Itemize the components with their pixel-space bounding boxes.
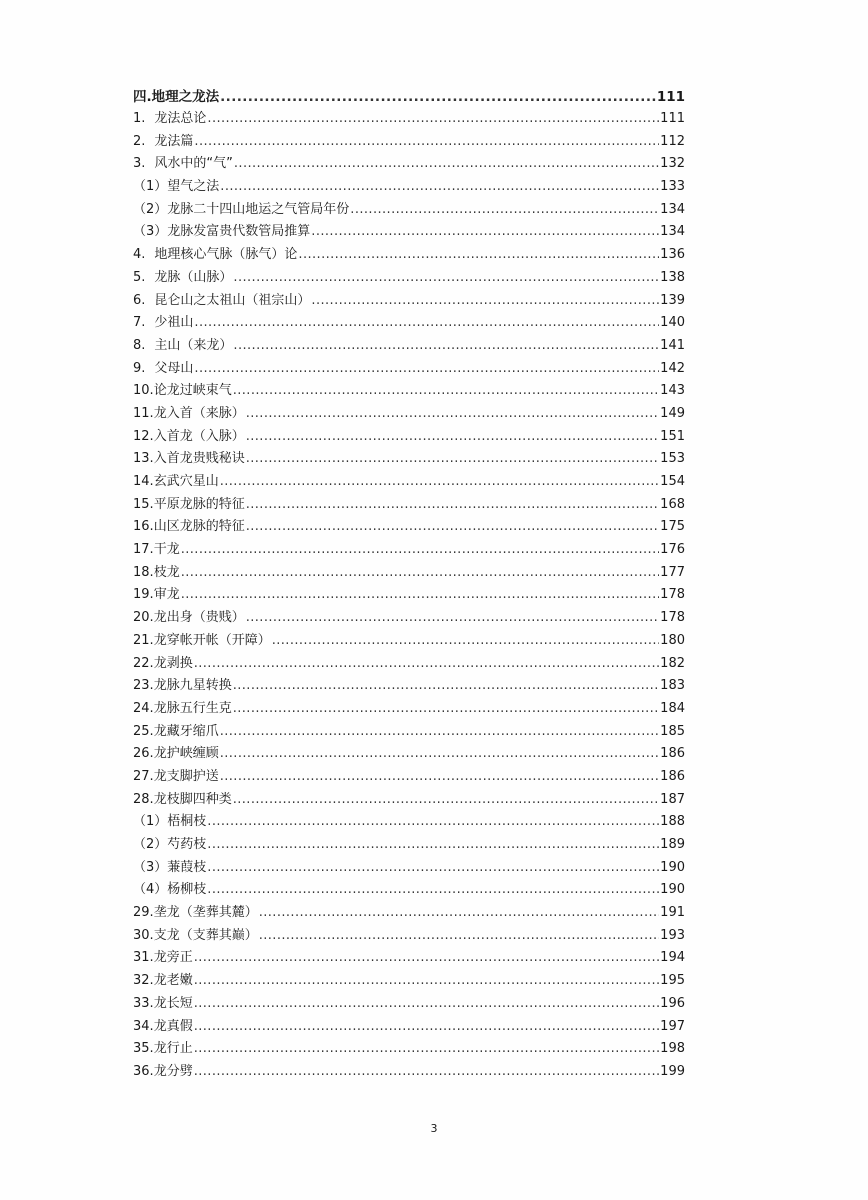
toc-entry-title: 少祖山	[154, 315, 194, 331]
toc-entry[interactable]	[133, 562, 685, 585]
toc-dot-leader	[233, 675, 659, 698]
toc-entry-number: （3）	[133, 859, 168, 875]
toc-entry-list	[133, 108, 685, 1084]
toc-entry-number: 9.	[133, 360, 146, 376]
toc-entry[interactable]	[133, 1061, 685, 1084]
toc-entry-page: 142	[660, 360, 685, 376]
toc-dot-leader	[181, 562, 659, 585]
toc-entry-page: 186	[660, 768, 685, 784]
toc-entry-page: 180	[660, 632, 685, 648]
toc-dot-leader	[194, 1016, 659, 1039]
toc-heading-title: 四.地理之龙法	[133, 89, 220, 105]
toc-dot-leader	[194, 653, 659, 676]
toc-entry-number: 3.	[133, 156, 146, 172]
toc-entry-number: 25.	[133, 723, 154, 739]
toc-entry-page: 193	[660, 927, 685, 943]
toc-entry-number: 23.	[133, 678, 154, 694]
toc-entry-number: 13.	[133, 451, 154, 467]
toc-entry[interactable]	[133, 630, 685, 653]
toc-entry-number: 27.	[133, 768, 154, 784]
toc-entry-page: 168	[660, 496, 685, 512]
toc-entry-number: 26.	[133, 746, 154, 762]
toc-entry[interactable]	[133, 902, 685, 925]
toc-entry-page: 111	[660, 111, 685, 126]
toc-entry[interactable]	[133, 267, 685, 290]
toc-entry-page: 143	[660, 383, 685, 399]
toc-entry[interactable]	[133, 811, 685, 834]
toc-entry[interactable]	[133, 675, 685, 698]
toc-dot-leader	[246, 448, 659, 471]
toc-dot-leader	[259, 902, 659, 925]
toc-dot-leader	[220, 721, 659, 744]
toc-entry[interactable]	[133, 584, 685, 607]
toc-entry-title: 龙法篇	[154, 133, 194, 149]
toc-entry[interactable]	[133, 199, 685, 222]
toc-entry-page: 189	[660, 837, 685, 852]
toc-entry[interactable]	[133, 970, 685, 993]
toc-entry-page: 197	[660, 1018, 685, 1034]
toc-entry-page: 134	[660, 201, 685, 217]
toc-dot-leader	[350, 199, 659, 222]
toc-entry-number: 2.	[133, 133, 146, 149]
toc-entry-number: 10.	[133, 383, 154, 399]
toc-heading-page: 111	[656, 89, 685, 105]
toc-dot-leader	[246, 607, 659, 630]
toc-entry-number: 33.	[133, 995, 154, 1011]
toc-entry-number: 22.	[133, 655, 154, 671]
toc-entry-number: 36.	[133, 1063, 154, 1079]
toc-entry-title: 山区龙脉的特征	[153, 519, 245, 535]
toc-entry-page: 187	[660, 791, 685, 807]
page-number: 3	[430, 1122, 438, 1135]
toc-entry-number: （4）	[133, 882, 168, 898]
toc-dot-leader	[194, 993, 659, 1016]
toc-entry-number: 8.	[133, 337, 146, 353]
toc-entry-title: 垄龙（垄葬其麓）	[153, 905, 258, 921]
toc-entry-page: 139	[660, 292, 685, 308]
toc-entry-page: 195	[660, 973, 685, 989]
toc-entry-title: 龙旁正	[153, 950, 193, 966]
toc-entry-title: 龙出身（贵贱）	[153, 610, 245, 626]
toc-entry-number: 30.	[133, 927, 154, 943]
toc-entry[interactable]	[133, 766, 685, 789]
toc-entry-number: 32.	[133, 973, 154, 989]
toc-entry-title: 龙护峡缠顾	[153, 746, 219, 762]
toc-entry-title: 龙脉五行生克	[153, 700, 232, 716]
toc-entry-title: 望气之法	[167, 179, 220, 195]
toc-entry-page: 182	[660, 655, 685, 671]
toc-entry[interactable]	[133, 335, 685, 358]
toc-entry-number: （1）	[133, 179, 168, 195]
toc-entry[interactable]	[133, 312, 685, 335]
toc-dot-leader	[207, 857, 659, 880]
toc-entry-number: 4.	[133, 247, 146, 263]
toc-entry-title: 父母山	[154, 360, 194, 376]
toc-entry-page: 191	[660, 905, 685, 921]
toc-entry-page: 153	[660, 451, 685, 467]
toc-entry-page: 196	[660, 995, 685, 1011]
toc-entry-number: 6.	[133, 292, 146, 308]
toc-entry-page: 175	[660, 519, 685, 535]
toc-dot-leader	[194, 970, 659, 993]
toc-dot-leader	[246, 494, 659, 517]
toc-entry-number: 20.	[133, 610, 154, 626]
toc-entry[interactable]	[133, 108, 685, 131]
toc-entry[interactable]	[133, 653, 685, 676]
toc-entry[interactable]	[133, 176, 685, 199]
toc-entry-title: 蒹葭枝	[167, 859, 207, 875]
toc-entry-title: 入首龙贵贱秘诀	[153, 451, 245, 467]
toc-entry-page: 132	[660, 156, 685, 172]
toc-dot-leader	[194, 1061, 659, 1084]
toc-entry-page: 185	[660, 723, 685, 739]
toc-entry-page: 177	[660, 564, 685, 580]
toc-entry-title: 龙剥换	[153, 655, 193, 671]
toc-entry-title: 审龙	[153, 587, 180, 603]
toc-entry-title: 龙入首（来脉）	[153, 405, 245, 421]
toc-entry-number: （2）	[133, 201, 168, 217]
toc-entry-number: 11.	[133, 405, 154, 421]
toc-entry[interactable]	[133, 857, 685, 880]
toc-entry-page: 198	[660, 1041, 685, 1057]
toc-entry-title: 龙法总论	[154, 111, 207, 126]
toc-entry-title: 龙分劈	[153, 1063, 193, 1079]
toc-entry-number: 18.	[133, 564, 154, 580]
toc-entry-number: 35.	[133, 1041, 154, 1057]
toc-entry-number: 1.	[133, 111, 146, 126]
toc-dot-leader	[220, 176, 659, 199]
toc-dot-leader	[194, 947, 659, 970]
toc-dot-leader	[311, 221, 659, 244]
toc-entry-number: （1）	[133, 814, 168, 830]
toc-entry[interactable]	[133, 494, 685, 517]
toc-entry-page: 151	[660, 428, 685, 444]
toc-dot-leader	[220, 86, 656, 109]
toc-dot-leader	[207, 108, 659, 131]
toc-dot-leader	[220, 743, 659, 766]
toc-dot-leader	[233, 789, 659, 812]
toc-dot-leader	[207, 811, 659, 834]
toc-entry[interactable]	[133, 879, 685, 902]
toc-entry-title: 芍药枝	[167, 837, 207, 852]
toc-entry-number: （3）	[133, 224, 168, 240]
toc-entry-number: 16.	[133, 519, 154, 535]
toc-dot-leader	[181, 584, 659, 607]
toc-entry-page: 140	[660, 315, 685, 331]
toc-entry-number: 12.	[133, 428, 154, 444]
toc-entry-title: 地理核心气脉（脉气）论	[154, 247, 298, 263]
toc-entry-title: 杨柳枝	[167, 882, 207, 898]
toc-entry-number: 5.	[133, 269, 146, 285]
toc-dot-leader	[259, 925, 659, 948]
toc-entry[interactable]	[133, 358, 685, 381]
toc-dot-leader	[220, 471, 659, 494]
toc-entry[interactable]	[133, 153, 685, 176]
toc-entry-title: 龙脉（山脉）	[154, 269, 233, 285]
toc-entry-page: 199	[660, 1063, 685, 1079]
toc-entry-page: 178	[660, 610, 685, 626]
toc-entry-page: 186	[660, 746, 685, 762]
toc-dot-leader	[272, 630, 659, 653]
toc-entry-number: 19.	[133, 587, 154, 603]
toc-entry-page: 190	[660, 882, 685, 898]
toc-entry[interactable]	[133, 539, 685, 562]
toc-entry-number: 21.	[133, 632, 154, 648]
toc-entry[interactable]	[133, 221, 685, 244]
toc-entry-page: 178	[660, 587, 685, 603]
toc-entry-title: 龙枝脚四种类	[153, 791, 232, 807]
toc-entry-number: 28.	[133, 791, 154, 807]
toc-dot-leader	[207, 879, 659, 902]
toc-dot-leader	[194, 312, 659, 335]
toc-entry-number: 17.	[133, 542, 154, 558]
toc-entry[interactable]	[133, 448, 685, 471]
toc-entry-title: 玄武穴星山	[153, 474, 219, 489]
toc-entry-title: 龙老嫩	[153, 973, 193, 989]
toc-entry-title: 论龙过峡束气	[153, 383, 232, 399]
toc-entry-page: 112	[660, 133, 685, 149]
toc-dot-leader	[246, 516, 659, 539]
toc-entry[interactable]	[133, 426, 685, 449]
toc-entry-title: 风水中的“气”	[154, 156, 233, 172]
toc-entry-number: 7.	[133, 315, 146, 331]
toc-section-heading[interactable]	[133, 86, 685, 108]
toc-entry[interactable]	[133, 834, 685, 857]
toc-entry-number: 14.	[133, 474, 154, 489]
toc-entry-title: 主山（来龙）	[154, 337, 233, 353]
toc-dot-leader	[298, 244, 659, 267]
toc-entry-page: 176	[660, 542, 685, 558]
toc-entry[interactable]	[133, 925, 685, 948]
toc-entry[interactable]	[133, 993, 685, 1016]
toc-dot-leader	[234, 153, 659, 176]
toc-entry-page: 188	[660, 814, 685, 830]
toc-dot-leader	[194, 131, 659, 154]
toc-dot-leader	[207, 834, 659, 857]
toc-entry[interactable]	[133, 471, 685, 494]
toc-entry[interactable]	[133, 403, 685, 426]
toc-dot-leader	[220, 766, 659, 789]
toc-entry-page: 138	[660, 269, 685, 285]
toc-dot-leader	[233, 380, 659, 403]
toc-dot-leader	[181, 539, 659, 562]
toc-entry-page: 134	[660, 224, 685, 240]
toc-entry[interactable]	[133, 380, 685, 403]
toc-entry-title: 昆仑山之太祖山（祖宗山）	[154, 292, 311, 308]
toc-entry-page: 141	[660, 337, 685, 353]
toc-entry-number: 34.	[133, 1018, 154, 1034]
toc-entry-title: 龙真假	[153, 1018, 193, 1034]
toc-entry-page: 183	[660, 678, 685, 694]
toc-entry[interactable]	[133, 244, 685, 267]
toc-entry-title: 入首龙（入脉）	[153, 428, 245, 444]
toc-entry[interactable]	[133, 789, 685, 812]
toc-entry-title: 龙藏牙缩爪	[153, 723, 219, 739]
toc-entry[interactable]	[133, 290, 685, 313]
toc-entry[interactable]	[133, 1016, 685, 1039]
toc-entry-page: 154	[660, 474, 685, 489]
toc-entry[interactable]	[133, 607, 685, 630]
toc-entry-page: 184	[660, 700, 685, 716]
toc-dot-leader	[246, 403, 659, 426]
toc-dot-leader	[311, 290, 659, 313]
table-of-contents	[133, 86, 685, 1084]
toc-entry-title: 龙行止	[153, 1041, 193, 1057]
toc-entry-title: 支龙（支葬其巅）	[153, 927, 258, 943]
toc-entry-title: 干龙	[153, 542, 180, 558]
toc-dot-leader	[194, 1038, 659, 1061]
toc-entry-page: 136	[660, 247, 685, 263]
toc-entry-title: 龙支脚护送	[153, 768, 219, 784]
toc-entry-number: 24.	[133, 700, 154, 716]
toc-entry-title: 枝龙	[153, 564, 180, 580]
toc-entry-page: 190	[660, 859, 685, 875]
toc-entry-page: 149	[660, 405, 685, 421]
toc-entry-title: 龙脉发富贵代数管局推算	[167, 224, 311, 240]
toc-entry-page: 194	[660, 950, 685, 966]
toc-entry-title: 龙穿帐开帐（开障）	[153, 632, 271, 648]
toc-entry[interactable]	[133, 698, 685, 721]
toc-entry-title: 平原龙脉的特征	[153, 496, 245, 512]
toc-dot-leader	[194, 358, 659, 381]
toc-entry-number: 29.	[133, 905, 154, 921]
toc-entry[interactable]	[133, 743, 685, 766]
toc-dot-leader	[233, 267, 659, 290]
toc-entry[interactable]	[133, 1038, 685, 1061]
toc-entry-title: 梧桐枝	[167, 814, 207, 830]
toc-entry-number: 15.	[133, 496, 154, 512]
toc-dot-leader	[246, 426, 659, 449]
toc-entry-number: 31.	[133, 950, 154, 966]
toc-entry[interactable]	[133, 947, 685, 970]
toc-entry-page: 133	[660, 179, 685, 195]
toc-entry[interactable]	[133, 131, 685, 154]
toc-entry-title: 龙长短	[153, 995, 193, 1011]
toc-entry-title: 龙脉九星转换	[153, 678, 232, 694]
toc-entry[interactable]	[133, 516, 685, 539]
toc-entry-title: 龙脉二十四山地运之气管局年份	[167, 201, 350, 217]
toc-entry[interactable]	[133, 721, 685, 744]
toc-dot-leader	[233, 335, 659, 358]
toc-dot-leader	[233, 698, 659, 721]
toc-entry-number: （2）	[133, 837, 168, 852]
